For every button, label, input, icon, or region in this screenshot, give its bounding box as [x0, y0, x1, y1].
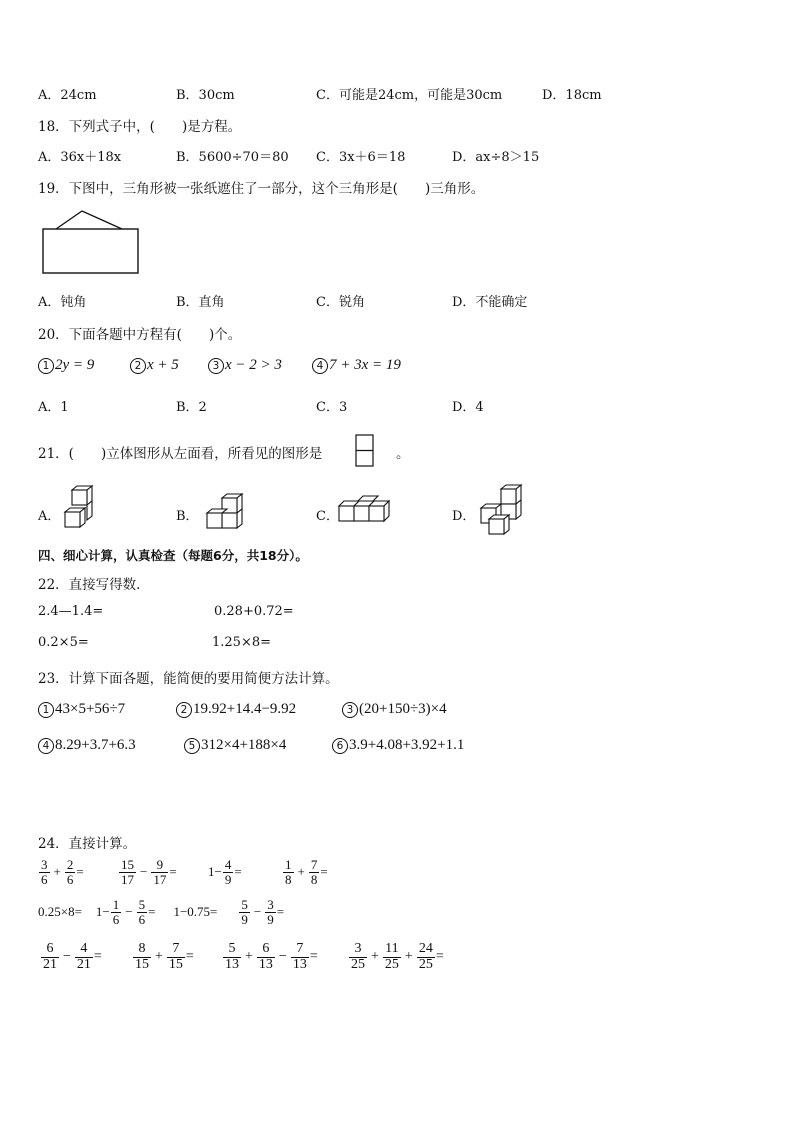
q22-item-4: 1.25×8= [212, 635, 272, 650]
q19-option-c[interactable]: C．锐角 [316, 295, 365, 310]
cube-figure-a [62, 485, 96, 535]
q20-option-a[interactable]: A．1 [38, 400, 69, 415]
q23-item-1: 1 43×5+56÷7 [38, 701, 125, 718]
q21-stem-end: 。 [396, 446, 410, 462]
q17-option-b[interactable]: B．30cm [176, 88, 235, 103]
q23-item-5: 5 312×4+188×4 [184, 737, 286, 754]
q24-row1-item-2: $\frac{15}{17}$ − $\frac{9}{17}$ = [121, 857, 177, 887]
q18-stem: 18．下列式子中，( )是方程。 [38, 119, 242, 135]
q19-option-b[interactable]: B．直角 [176, 295, 225, 310]
q22-stem: 22．直接写得数． [38, 577, 150, 593]
left-view-figure [354, 433, 376, 469]
q23-item-6: 6 3.9+4.08+3.92+1.1 [332, 737, 464, 754]
q19-stem: 19．下图中，三角形被一张纸遮住了一部分，这个三角形是( )三角形。 [38, 181, 485, 197]
covered-triangle-figure [40, 205, 142, 277]
q23-stem: 23．计算下面各题，能简便的要用简便方法计算。 [38, 671, 339, 687]
q19-option-d[interactable]: D．不能确定 [452, 295, 528, 310]
cube-figure-c [336, 494, 398, 528]
q20-option-c[interactable]: C．3 [316, 400, 348, 415]
q20-item-3: 3 x − 2 > 3 [208, 357, 282, 374]
q21-option-b[interactable]: B． [176, 509, 199, 524]
q24-row1-item-4: $\frac{1}{8}$ + $\frac{7}{8}$ = [285, 857, 328, 887]
q18-option-a[interactable]: A．36x＋18x [38, 150, 122, 165]
q23-item-2: 2 19.92+14.4−9.92 [176, 701, 296, 718]
q20-item-2: 2 x + 5 [130, 357, 179, 374]
q24-stem: 24．直接计算。 [38, 836, 137, 852]
q18-option-b[interactable]: B．5600÷70＝80 [176, 150, 289, 165]
q17-option-d[interactable]: D．18cm [542, 88, 602, 103]
q24-row1-item-1: $\frac{3}{6}$ + $\frac{2}{6}$ = [41, 857, 84, 887]
q24-row3-item-4: $\frac{3}{25}$ + $\frac{11}{25}$ + $\frac{24}{25}$ = [351, 941, 444, 972]
section-4-heading: 四、细心计算，认真检查（每题6分，共18分）。 [38, 548, 308, 563]
q21-stem: 21．( )立体图形从左面看，所看见的图形是 [38, 446, 323, 462]
q20-option-b[interactable]: B．2 [176, 400, 207, 415]
q22-item-3: 0.2×5= [38, 635, 89, 650]
q23-item-3: 3 (20+150÷3)×4 [342, 701, 447, 718]
q20-item-1: 1 2y = 9 [38, 357, 94, 374]
q22-item-1: 2.4—1.4= [38, 604, 104, 619]
q21-option-c[interactable]: C． [316, 509, 339, 524]
cube-figure-d [476, 483, 528, 541]
q24-row3-item-1: $\frac{6}{21}$ − $\frac{4}{21}$ = [43, 941, 102, 972]
q22-item-2: 0.28+0.72= [214, 604, 294, 619]
q20-item-4: 4 7 + 3x = 19 [312, 357, 401, 374]
q24-row2: 0.25×8= 1− $\frac{1}{6}$ − $\frac{5}{6}$ = 1−0.75= $\frac{5}{9}$ − $\frac{3}{9}$ = [38, 897, 285, 927]
q21-option-d[interactable]: D． [452, 509, 476, 524]
q20-option-d[interactable]: D．4 [452, 400, 484, 415]
q24-row3-item-2: $\frac{8}{15}$ + $\frac{7}{15}$ = [135, 941, 194, 972]
cube-figure-b [202, 492, 248, 536]
q21-option-a[interactable]: A． [38, 509, 61, 524]
q19-option-a[interactable]: A．钝角 [38, 295, 87, 310]
q18-option-d[interactable]: D．ax÷8＞15 [452, 150, 540, 165]
q24-row3-item-3: $\frac{5}{13}$ + $\frac{6}{13}$ − $\frac{7}{13}$ = [225, 941, 318, 972]
q17-option-c[interactable]: C．可能是24cm，可能是30cm [316, 88, 503, 103]
q17-option-a[interactable]: A．24cm [38, 88, 97, 103]
q23-item-4: 4 8.29+3.7+6.3 [38, 737, 136, 754]
q20-stem: 20．下面各题中方程有( )个。 [38, 327, 242, 343]
q18-option-c[interactable]: C．3x＋6＝18 [316, 150, 406, 165]
q24-row1-item-3: 1− $\frac{4}{9}$ = [208, 857, 242, 887]
